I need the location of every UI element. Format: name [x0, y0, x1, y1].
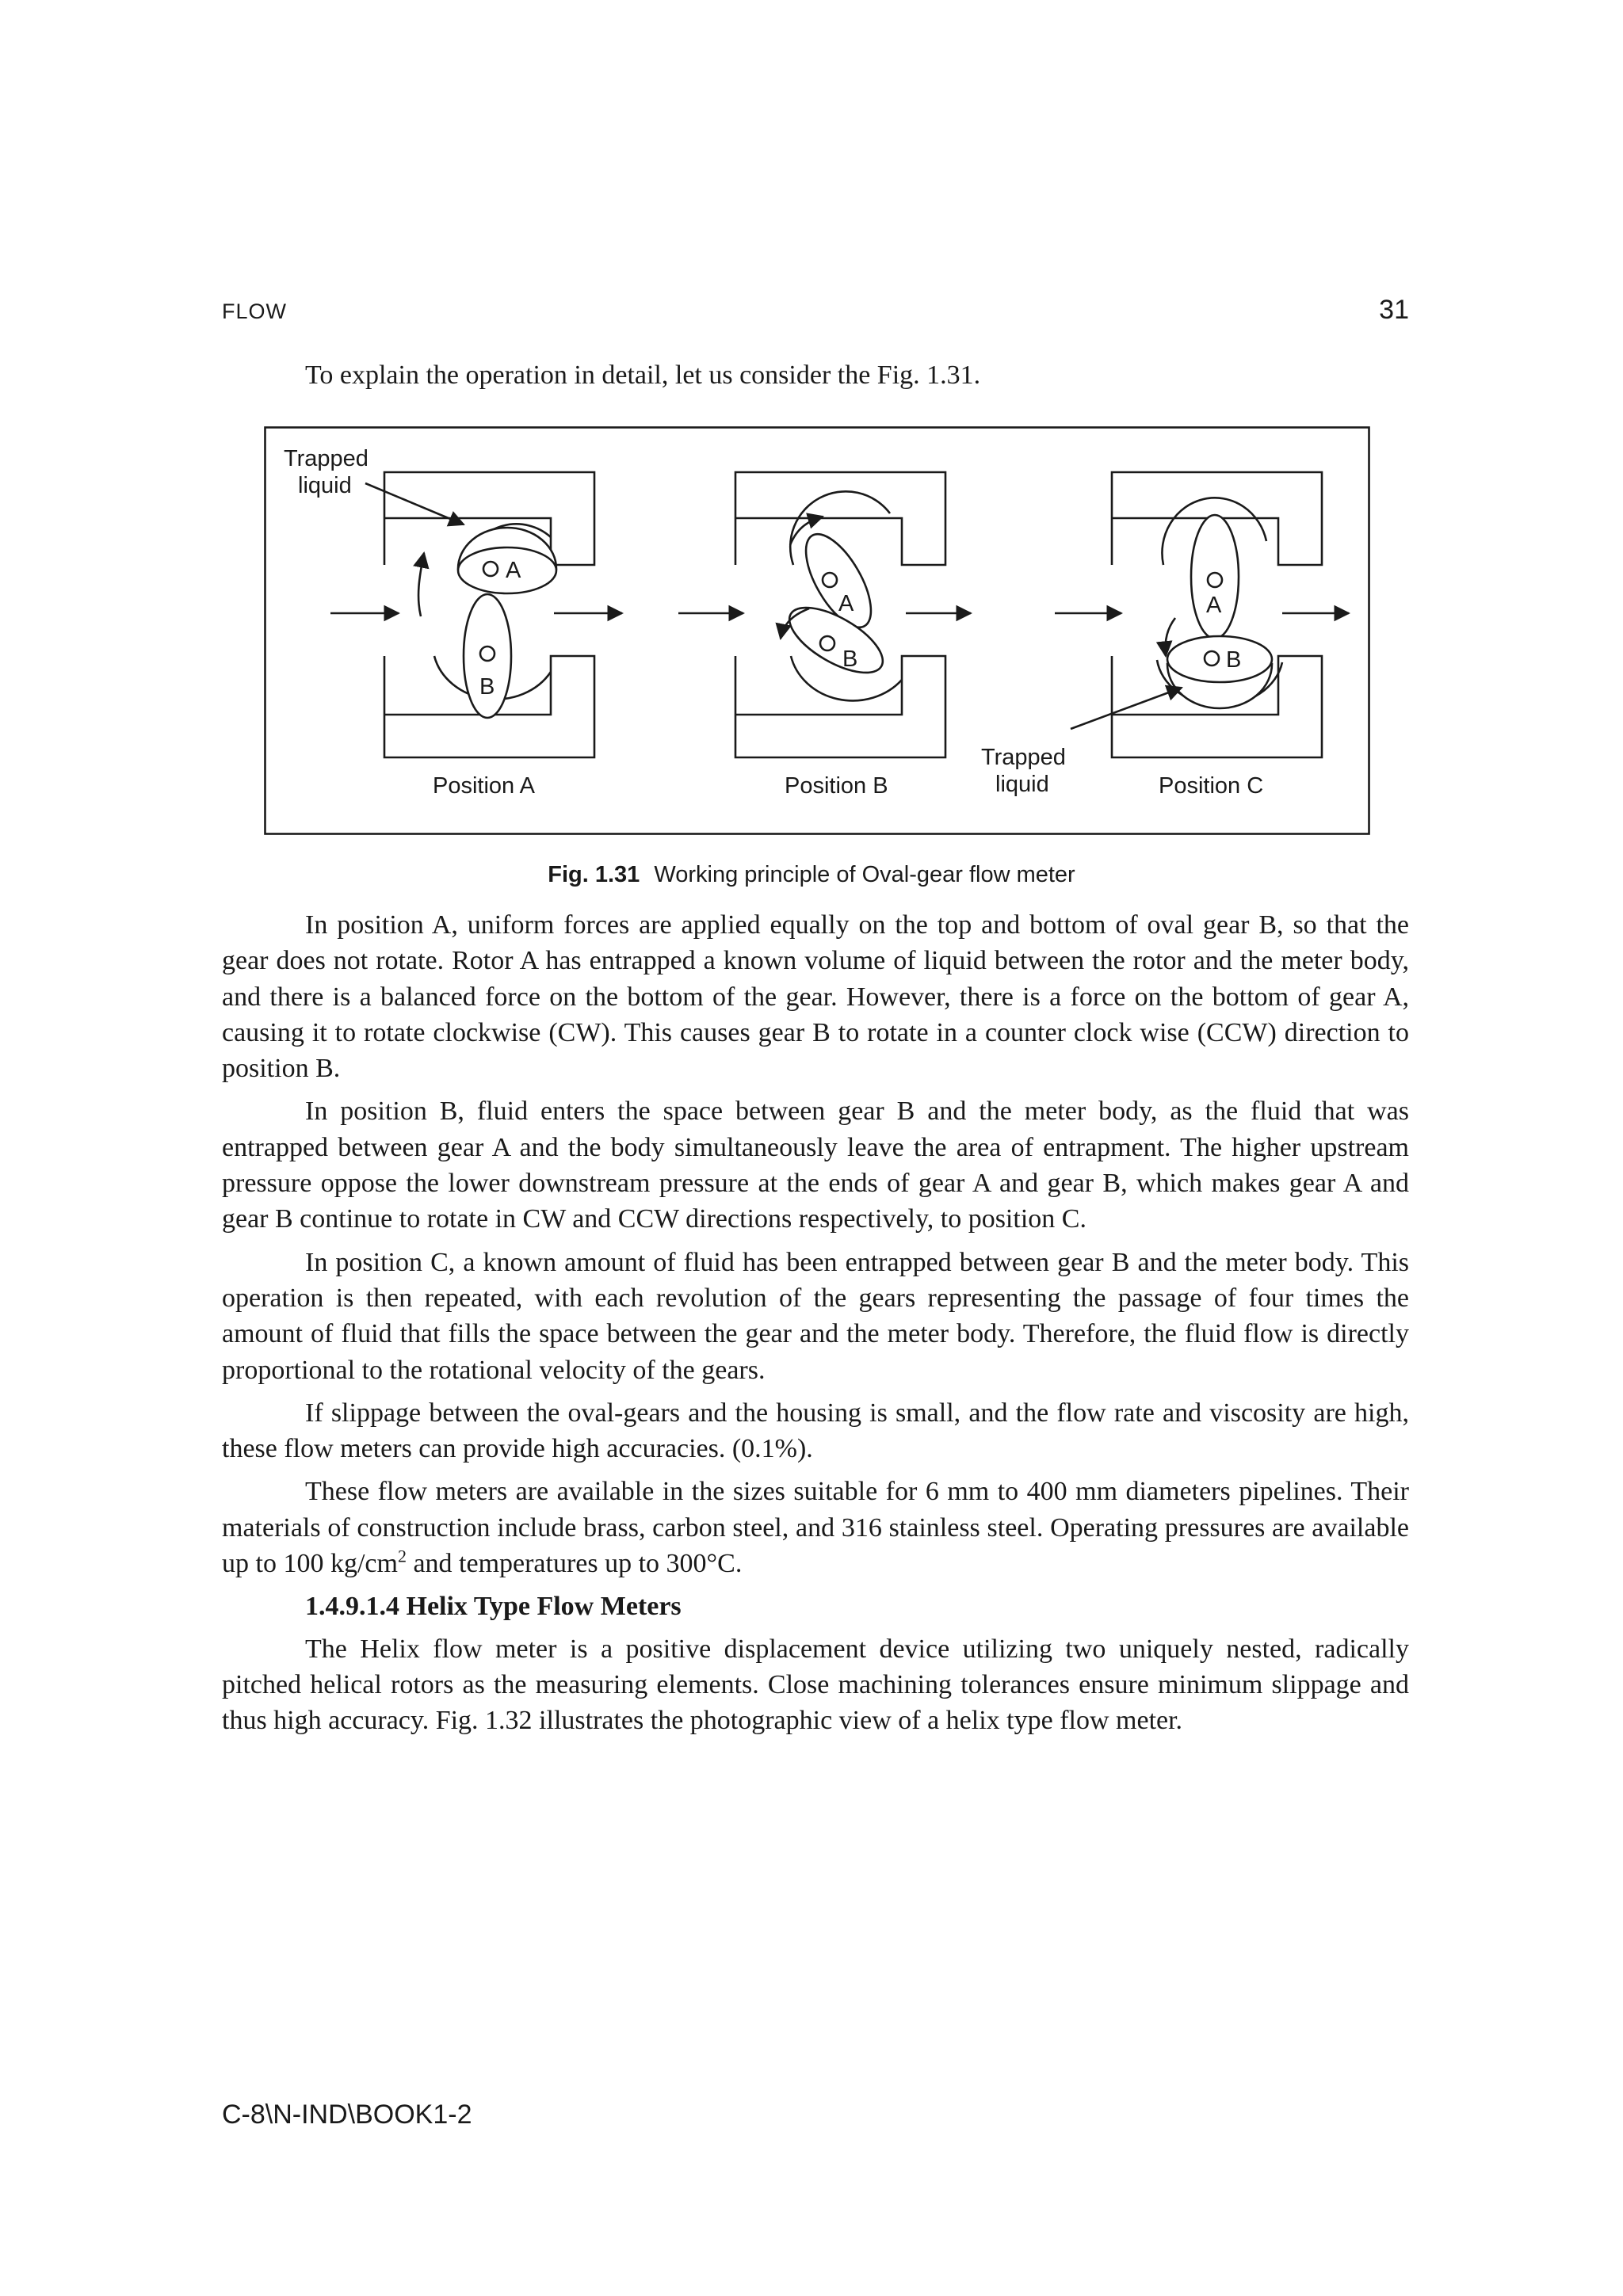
position-a-gear-a-label: A	[506, 558, 521, 583]
intro-sentence: To explain the operation in detail, let us consider the Fig. 1.31.	[305, 360, 981, 390]
figure-caption	[0, 862, 1623, 888]
figure-caption-text: Working principle of Oval-gear flow meter	[654, 862, 1075, 887]
paragraph-position-a: In position A, uniform forces are applied equally on the top and bottom of oval gear B, so that the gear does not rotate. Rotor A has entrapped a known volume of liquid between the rotor and the meter body, and there is a balanced force on the bottom of the gear. However, there is a force on the bottom of gear A, causing it to rotate clockwise (CW). This causes gear B to rotate in a counter clock wise (CCW) direction to position B.	[222, 910, 1409, 1084]
paragraph-slippage: If slippage between the oval-gears and the housing is small, and the flow rate and viscosity are high, these flow meters can provide high accuracies. (0.1%).	[222, 1398, 1409, 1464]
oval-gear-figure	[264, 426, 1370, 835]
superscript-2: 2	[397, 1546, 407, 1566]
position-b-label: Position B	[785, 773, 888, 799]
body-text	[222, 907, 1409, 1746]
trapped-liquid-label-2-line1: Trapped	[981, 745, 1066, 770]
position-b-diagram	[678, 472, 971, 799]
figure-caption-number: Fig. 1.31	[548, 862, 640, 887]
position-a-gear-b-label: B	[479, 674, 495, 700]
position-b-gear-b-label: B	[842, 646, 858, 672]
paragraph-sizes-text-end: and temperatures up to 300°C.	[406, 1549, 743, 1579]
position-a-diagram	[284, 446, 622, 799]
paragraph-sizes	[222, 1474, 1409, 1581]
trapped-liquid-label-1-line2: liquid	[298, 473, 352, 498]
paragraph-position-c: In position C, a known amount of fluid has been entrapped between gear B and the meter body. This operation is then repeated, with each revolution of the gears representing the passage of four times the amount of fluid that fills the space between the gear and the meter body. Therefore, the fluid flow is directly proportional to the rotational velocity of the gears.	[222, 1247, 1409, 1385]
position-c-gear-a-label: A	[1206, 593, 1222, 618]
page-footer: C-8\N-IND\BOOK1-2	[222, 2100, 472, 2130]
page-number: 31	[1379, 295, 1409, 325]
position-c-label: Position C	[1159, 773, 1264, 799]
position-c-gear-b-label: B	[1226, 647, 1242, 673]
trapped-liquid-label-2-line2: liquid	[995, 772, 1049, 797]
running-header-section: FLOW	[222, 299, 287, 323]
position-a-label: Position A	[433, 773, 535, 799]
trapped-liquid-label-1-line1: Trapped	[284, 446, 369, 471]
paragraph-sizes-text: These flow meters are available in the sizes suitable for 6 mm to 400 mm diameters pipelines. Their materials of construction include brass, carbon steel, and 316 stainless steel. Operating pressures are available up to 100 kg/cm	[222, 1477, 1409, 1579]
paragraph-position-b: In position B, fluid enters the space between gear B and the meter body, as the fluid that was entrapped between gear A and the body simultaneously leave the area of entrapment. The higher upstream pressure oppose the lower downstream pressure at the ends of gear A and gear B, which makes gear A and gear B continue to rotate in CW and CCW directions respectively, to position C.	[222, 1097, 1409, 1234]
paragraph-helix: The Helix flow meter is a positive displacement device utilizing two uniquely nested, radically pitched helical rotors as the measuring elements. Close machining tolerances ensure minimum slippage and thus high accuracy. Fig. 1.32 illustrates the photographic view of a helix type flow meter.	[222, 1634, 1409, 1736]
position-c-diagram	[981, 472, 1349, 799]
position-b-gear-a-label: A	[838, 591, 854, 616]
section-heading: 1.4.9.1.4 Helix Type Flow Meters	[305, 1592, 682, 1622]
